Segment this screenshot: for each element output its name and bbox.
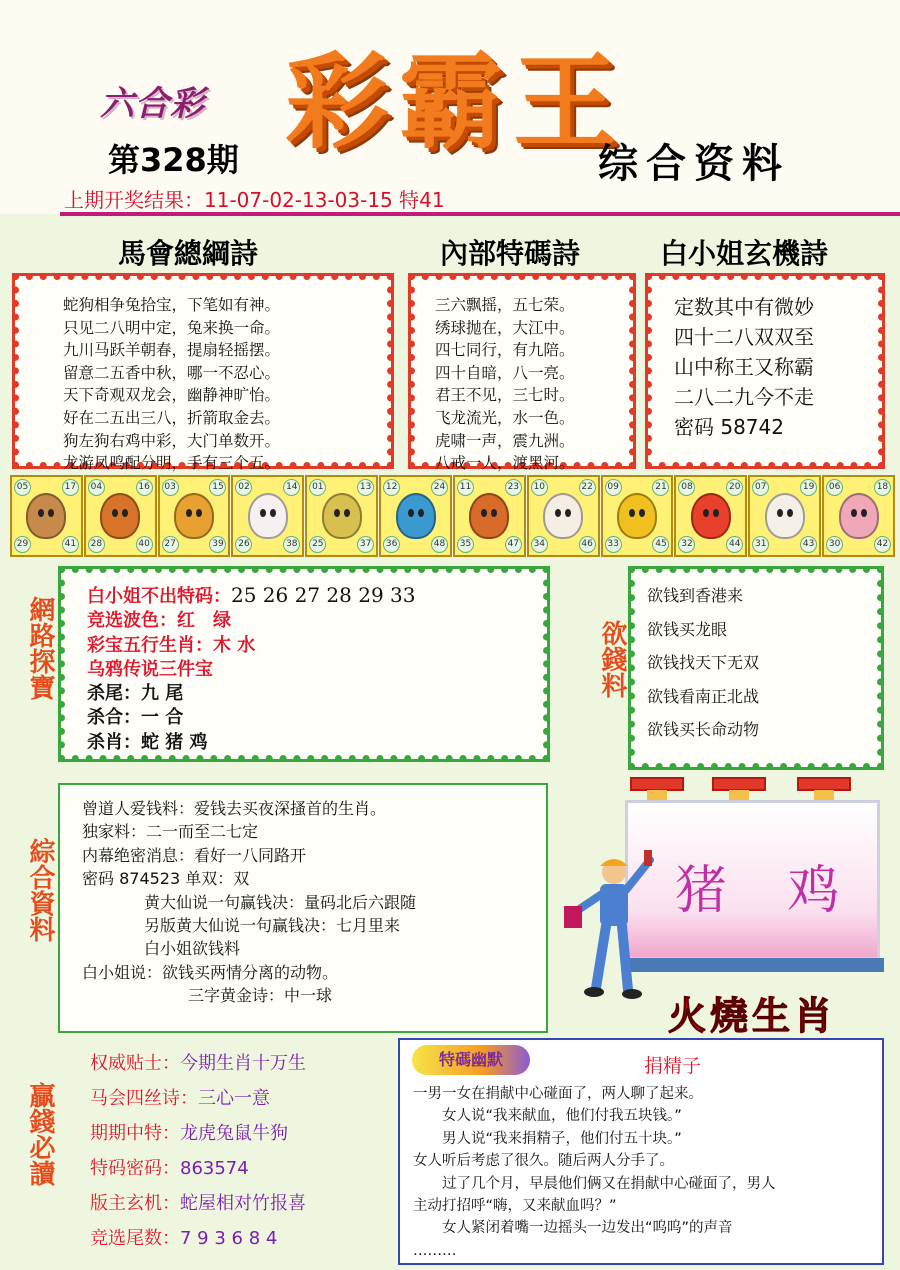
zodiac-number: 29 bbox=[14, 536, 31, 553]
kill-zodiac-line: 杀肖：蛇 猪 鸡 bbox=[87, 731, 208, 753]
money-label: 欲錢料 bbox=[597, 620, 627, 698]
issue-number: 第328期 bbox=[108, 141, 239, 179]
board-post bbox=[797, 777, 851, 791]
horse-icon bbox=[469, 493, 509, 539]
zodiac-number: 36 bbox=[383, 536, 400, 553]
zodiac-number: 38 bbox=[283, 536, 300, 553]
goat-icon bbox=[543, 493, 583, 539]
painter-illustration bbox=[556, 850, 656, 1000]
rabbit-icon bbox=[248, 493, 288, 539]
brand-logo: 彩霸王 bbox=[285, 40, 628, 163]
tip-row: 马会四丝诗：三心一意 bbox=[90, 1088, 270, 1109]
joke-lines bbox=[413, 1083, 776, 1262]
zodiac-number: 26 bbox=[235, 536, 252, 553]
net-treasure-lines bbox=[87, 583, 415, 755]
tip-row: 期期中特：龙虎兔鼠牛狗 bbox=[90, 1123, 288, 1144]
zodiac-card-snake bbox=[379, 475, 452, 557]
poem-line: 君王不见，三七时。 bbox=[435, 386, 575, 405]
net-treasure-box bbox=[58, 566, 550, 762]
kill-sum-line: 杀合：一 合 bbox=[87, 707, 184, 729]
zodiac-card-rooster bbox=[674, 475, 747, 557]
poem-line: 二八二九今不走 bbox=[674, 385, 814, 409]
board-base bbox=[622, 958, 884, 972]
text-line: 男人说“我来捐精子，他们付五十块。” bbox=[413, 1130, 682, 1147]
zodiac-card-rat bbox=[10, 475, 83, 557]
zodiac-number: 02 bbox=[235, 479, 252, 496]
win-label: 贏錢必讀 bbox=[25, 1082, 55, 1186]
tip-row: 特码密码：863574 bbox=[90, 1158, 249, 1179]
text-line: 独家料：二一而至二七定 bbox=[82, 822, 259, 842]
zodiac-card-dog bbox=[748, 475, 821, 557]
poem-line: 密码 58742 bbox=[674, 415, 784, 439]
zodiac-number: 40 bbox=[136, 536, 153, 553]
zodiac-number: 13 bbox=[357, 479, 374, 496]
zodiac-number: 48 bbox=[431, 536, 448, 553]
text-line: 过了几个月，早晨他们俩又在捐献中心碰面了，男人 bbox=[413, 1175, 776, 1192]
zodiac-card-goat bbox=[527, 475, 600, 557]
poem-line: 龙游凤鸣配分明，手有三个五。 bbox=[63, 454, 281, 473]
poem-line: 天下奇观双龙会，幽静神旷怡。 bbox=[63, 386, 281, 405]
zodiac-number: 08 bbox=[678, 479, 695, 496]
composite-label: 綜合資料 bbox=[25, 838, 55, 942]
poem-line: 只见二八明中定，兔来换一命。 bbox=[63, 318, 281, 337]
composite-box bbox=[58, 783, 548, 1033]
poem-line: 蛇狗相争兔拾宝，下笔如有神。 bbox=[63, 296, 281, 314]
tiger-icon bbox=[174, 493, 214, 539]
board-post bbox=[712, 777, 766, 791]
zodiac-number: 10 bbox=[531, 479, 548, 496]
board-zodiac-text: 猪 鸡 bbox=[675, 861, 862, 921]
zodiac-number: 39 bbox=[209, 536, 226, 553]
brand-small: 六合彩 bbox=[100, 84, 205, 124]
text-line: 一男一女在捐献中心碰面了，两人聊了起来。 bbox=[413, 1086, 703, 1102]
zodiac-card-horse bbox=[453, 475, 526, 557]
list-item: 欲钱买龙眼 bbox=[647, 619, 728, 639]
zodiac-card-monkey bbox=[601, 475, 674, 557]
zodiac-number: 15 bbox=[209, 479, 226, 496]
horse-poem-title: 馬會總綱詩 bbox=[118, 237, 259, 270]
zodiac-number: 21 bbox=[652, 479, 669, 496]
horse-poem-box bbox=[12, 273, 394, 473]
rat-icon bbox=[26, 493, 66, 539]
zodiac-number: 18 bbox=[874, 479, 891, 496]
miss-poem-box bbox=[645, 273, 885, 469]
internal-poem-lines bbox=[435, 294, 575, 475]
tip-row: 竞选尾数：7 9 3 6 8 4 bbox=[90, 1228, 278, 1249]
text-line: 白小姐欲钱料 bbox=[144, 939, 241, 959]
horse-poem-lines bbox=[63, 294, 280, 475]
poem-line: 好在二五出三八，折箭取金去。 bbox=[63, 408, 281, 427]
zodiac-number: 03 bbox=[162, 479, 179, 496]
net-treasure-label: 網路探寶 bbox=[25, 596, 55, 700]
poem-line: 狗左狗右鸡中彩，大门单数开。 bbox=[63, 431, 281, 450]
no-special-line: 白小姐不出特码：25 26 27 28 29 33 bbox=[87, 583, 416, 607]
zodiac-number: 30 bbox=[826, 536, 843, 553]
zodiac-number: 24 bbox=[431, 479, 448, 496]
zodiac-strip bbox=[10, 475, 895, 557]
zodiac-number: 07 bbox=[752, 479, 769, 496]
zodiac-number: 06 bbox=[826, 479, 843, 496]
zodiac-number: 43 bbox=[800, 536, 817, 553]
zodiac-number: 37 bbox=[357, 536, 374, 553]
fire-zodiac-caption: 火燒生肖 bbox=[668, 993, 837, 1038]
crow-legend-line: 乌鸦传说三件宝 bbox=[87, 658, 213, 680]
poem-line: 三六飘摇，五七荣。 bbox=[435, 296, 575, 314]
zodiac-number: 47 bbox=[505, 536, 522, 553]
poem-line: 绣球抛在，大江中。 bbox=[435, 318, 575, 337]
zodiac-number: 42 bbox=[874, 536, 891, 553]
zodiac-number: 04 bbox=[88, 479, 105, 496]
tip-row: 版主玄机：蛇屋相对竹报喜 bbox=[90, 1193, 306, 1214]
poem-line: 虎啸一声，震九洲。 bbox=[435, 431, 575, 450]
poem-line: 四十自暗，八一亮。 bbox=[435, 363, 575, 382]
poem-line: 飞龙流光，水一色。 bbox=[435, 408, 575, 427]
header bbox=[0, 0, 900, 214]
text-line: 白小姐说：欲钱买两情分离的动物。 bbox=[82, 962, 339, 982]
text-line: 黄大仙说一句赢钱决：量码北后六跟随 bbox=[144, 892, 417, 912]
internal-poem-box bbox=[408, 273, 636, 473]
text-line: 女人说“我来献血，他们付我五块钱。” bbox=[413, 1108, 682, 1125]
five-elements-line: 彩宝五行生肖：木 水 bbox=[87, 634, 256, 656]
tips-list bbox=[90, 1046, 306, 1256]
text-line: 曾道人爱钱料：爱钱去买夜深搔首的生肖。 bbox=[82, 799, 387, 818]
zodiac-number: 46 bbox=[579, 536, 596, 553]
zodiac-number: 41 bbox=[62, 536, 79, 553]
list-item: 欲钱看南正北战 bbox=[647, 686, 760, 706]
tip-row: 权威贴士：今期生肖十万生 bbox=[90, 1053, 306, 1074]
zodiac-number: 16 bbox=[136, 479, 153, 496]
zodiac-number: 17 bbox=[62, 479, 79, 496]
zodiac-number: 25 bbox=[309, 536, 326, 553]
text-line: 女人紧闭着嘴一边摇头一边发出“呜呜”的声音 bbox=[413, 1220, 733, 1237]
poem-line: 八戒一人，渡黑河。 bbox=[435, 454, 575, 473]
pig-icon bbox=[839, 493, 879, 539]
wave-color-line: 竞选波色：红 绿 bbox=[87, 610, 231, 632]
money-list bbox=[647, 579, 759, 747]
zodiac-number: 19 bbox=[800, 479, 817, 496]
zodiac-number: 31 bbox=[752, 536, 769, 553]
money-box bbox=[628, 566, 884, 770]
board-post bbox=[630, 777, 684, 791]
poem-line: 九川马跃羊朝春，提扇轻摇摆。 bbox=[63, 341, 281, 360]
joke-badge: 特碼幽默 bbox=[412, 1045, 530, 1075]
zodiac-number: 27 bbox=[162, 536, 179, 553]
poem-line: 四十二八双双至 bbox=[674, 325, 814, 349]
poem-line: 留意二五香中秋，哪一不忍心。 bbox=[63, 363, 281, 382]
monkey-icon bbox=[617, 493, 657, 539]
rooster-icon bbox=[691, 493, 731, 539]
zodiac-card-tiger bbox=[158, 475, 231, 557]
zodiac-number: 14 bbox=[283, 479, 300, 496]
zodiac-number: 33 bbox=[605, 536, 622, 553]
text-line: ……… bbox=[413, 1242, 457, 1259]
zodiac-number: 32 bbox=[678, 536, 695, 553]
zodiac-number: 01 bbox=[309, 479, 326, 496]
snake-icon bbox=[396, 493, 436, 539]
text-line: 内幕绝密消息：看好一八同路开 bbox=[82, 845, 307, 865]
zodiac-number: 12 bbox=[383, 479, 400, 496]
zodiac-number: 44 bbox=[726, 536, 743, 553]
zodiac-number: 23 bbox=[505, 479, 522, 496]
zodiac-number: 09 bbox=[605, 479, 622, 496]
poem-line: 山中称王又称霸 bbox=[674, 355, 814, 379]
zodiac-card-rabbit bbox=[231, 475, 304, 557]
last-draw-result: 上期开奖结果：11-07-02-13-03-15 特41 bbox=[64, 188, 445, 212]
zodiac-number: 34 bbox=[531, 536, 548, 553]
text-line: 女人听后考虑了很久。随后两人分手了。 bbox=[413, 1153, 674, 1170]
zodiac-card-ox bbox=[84, 475, 157, 557]
composite-lines bbox=[82, 797, 416, 1008]
poem-line: 四七同行，有九陪。 bbox=[435, 341, 575, 360]
zodiac-number: 35 bbox=[457, 536, 474, 553]
text-line: 主动打招呼“嗨，又来献血吗？” bbox=[413, 1198, 617, 1215]
internal-poem-title: 內部特碼詩 bbox=[440, 237, 581, 270]
zodiac-number: 22 bbox=[579, 479, 596, 496]
zodiac-card-pig bbox=[822, 475, 895, 557]
poem-line: 定数其中有微妙 bbox=[674, 295, 814, 319]
zodiac-number: 20 bbox=[726, 479, 743, 496]
text-line: 密码 874523 单双：双 bbox=[82, 869, 250, 889]
subtitle: 综合资料 bbox=[598, 140, 790, 187]
miss-poem-title: 白小姐玄機詩 bbox=[660, 237, 829, 270]
kill-tail-line: 杀尾：九 尾 bbox=[87, 683, 184, 705]
divider bbox=[60, 212, 900, 216]
ox-icon bbox=[100, 493, 140, 539]
dog-icon bbox=[765, 493, 805, 539]
miss-poem-lines bbox=[674, 292, 814, 442]
dragon-icon bbox=[322, 493, 362, 539]
zodiac-number: 28 bbox=[88, 536, 105, 553]
zodiac-number: 45 bbox=[652, 536, 669, 553]
zodiac-number: 11 bbox=[457, 479, 474, 496]
list-item: 欲钱到香港来 bbox=[647, 586, 744, 605]
text-line: 三字黄金诗：中一球 bbox=[188, 986, 333, 1006]
list-item: 欲钱找天下无双 bbox=[647, 653, 760, 672]
zodiac-card-dragon bbox=[305, 475, 378, 557]
list-item: 欲钱买长命动物 bbox=[647, 720, 760, 739]
text-line: 另版黄大仙说一句赢钱决：七月里来 bbox=[144, 916, 401, 936]
zodiac-number: 05 bbox=[14, 479, 31, 496]
joke-title: 捐精子 bbox=[644, 1055, 702, 1077]
